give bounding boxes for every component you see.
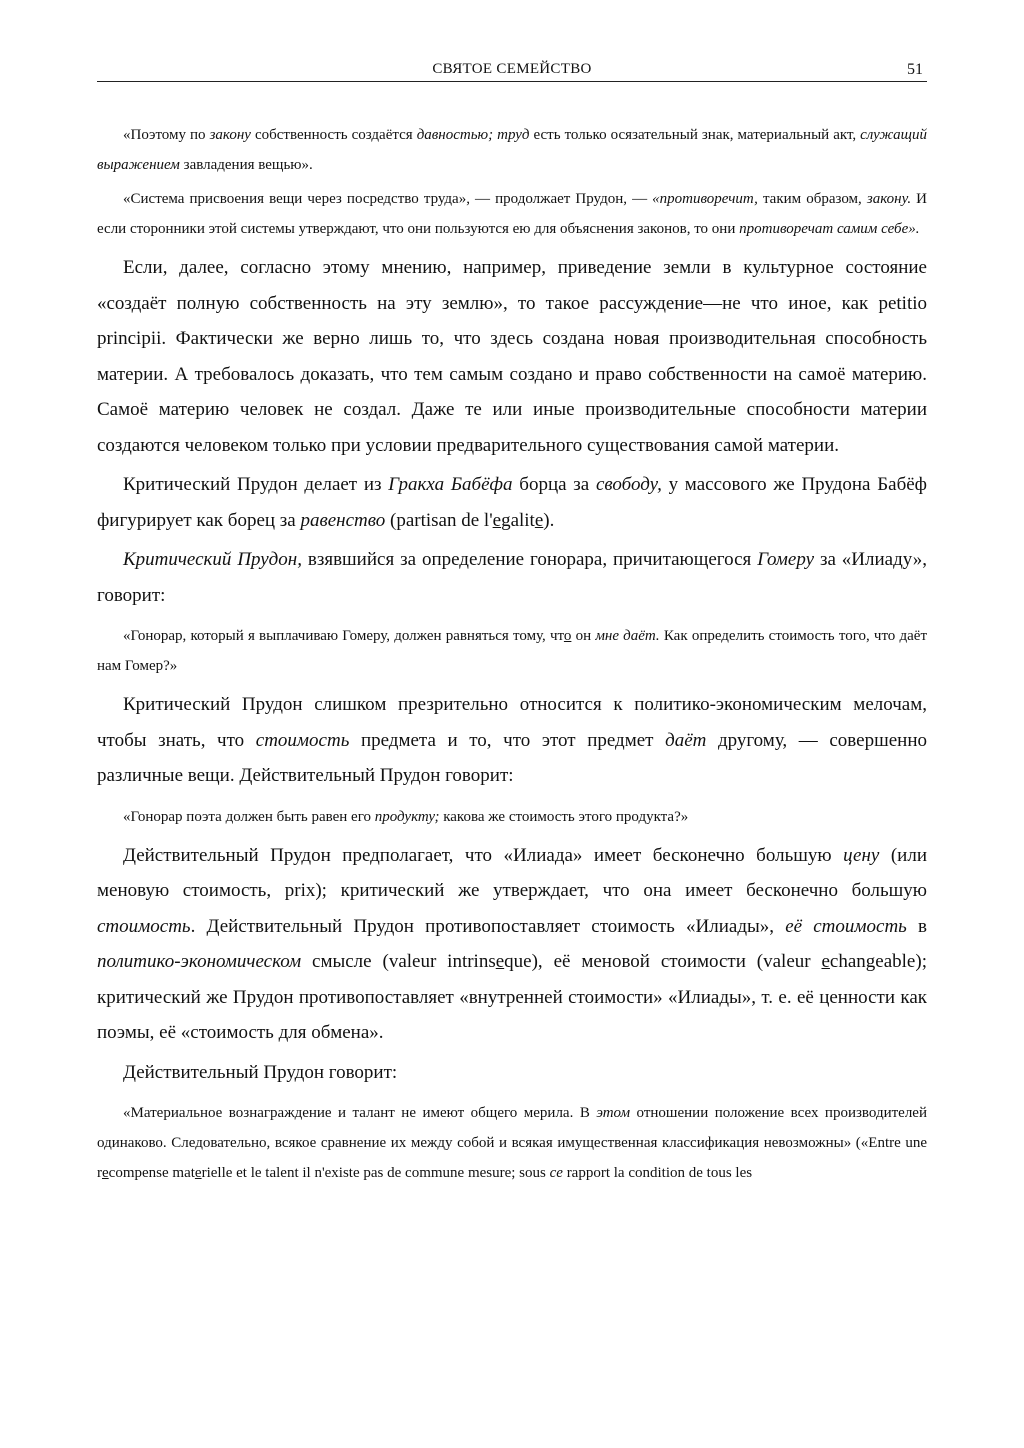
italic-text-run: её стоимость [785, 915, 907, 937]
italic-text-run: закону. [866, 191, 912, 207]
text-run: «Система присвоения вещи через посредство труда», — продолжает Прудон, — [123, 191, 653, 207]
text-run: «Гонорар поэта должен быть равен его [123, 808, 375, 825]
italic-text-run: Критический Прудон, [123, 549, 302, 570]
page-body [97, 120, 932, 1188]
text-run: «Гонорар, который я выплачиваю Гомеру, должен равняться тому, чт [123, 628, 564, 644]
text-run: rielle et le talent il n'existe pas de commune mesure; sous [201, 1165, 550, 1181]
italic-text-run: этом [596, 1105, 631, 1121]
text-run: (или меновую стоимость, prix); критический же утверждает, что она имеет бесконечно большую [97, 844, 932, 901]
quote-paragraph [97, 621, 931, 681]
italic-text-run: стоимость [255, 729, 350, 751]
text-run: Действительный Прудон говорит: [123, 1061, 398, 1083]
page-number: 51 [907, 61, 923, 78]
italic-text-run: свободу, [595, 474, 662, 495]
running-header [97, 55, 927, 82]
text-run: «Поэтому по [123, 127, 210, 143]
text-run: таким образом, [757, 191, 867, 207]
body-paragraph [97, 1055, 927, 1091]
italic-text-run: политико-экономическом [97, 951, 302, 972]
text-run: e [821, 951, 830, 972]
text-run: Как определить стоимость того, что даёт нам Гомер?» [97, 628, 931, 674]
text-run: борца за [512, 474, 596, 495]
quote-paragraph [97, 184, 931, 244]
text-run: «Материальное вознаграждение и талант не имеют общего мерила. В [123, 1105, 597, 1121]
italic-text-run: служащий выражением [97, 127, 931, 173]
text-run: он [571, 628, 596, 644]
body-paragraph [97, 542, 932, 613]
text-run: есть только осязательный знак, материальный акт, [529, 127, 861, 143]
italic-text-run: продукту; [374, 808, 440, 825]
text-run: о [563, 628, 572, 644]
italic-text-run: «противоречит, [652, 191, 758, 207]
text-run: И если сторонники этой системы утверждают, что они пользуются ею для объяснения законов, то они [97, 191, 931, 237]
italic-text-run: закону [209, 127, 251, 143]
quote-paragraph [97, 802, 927, 832]
body-paragraph [97, 838, 932, 1051]
text-run: ). [543, 509, 555, 531]
text-run: e [534, 509, 544, 531]
body-paragraph [97, 467, 932, 538]
italic-text-run: давностью; труд [416, 127, 530, 143]
text-run: Критический Прудон делает из [123, 474, 389, 495]
text-run: предмета и то, что этот предмет [349, 729, 666, 751]
text-run: какова же стоимость этого продукта?» [439, 808, 689, 825]
italic-text-run: ce [549, 1165, 563, 1181]
quote-paragraph [97, 120, 931, 180]
italic-text-run: мне даёт. [595, 628, 660, 644]
italic-text-run: противоречат самим себе». [739, 221, 920, 237]
text-run: galit [501, 509, 535, 531]
text-run: у массового же Прудона Бабёф фигурирует как борец за [97, 474, 932, 531]
text-run: другому, — совершенно различные вещи. Действительный Прудон говорит: [97, 729, 932, 786]
text-run: compense mat [108, 1165, 195, 1181]
text-run: Действительный Прудон предполагает, что «Илиада» имеет бесконечно большую [123, 844, 844, 866]
text-run: . Действительный Прудон противопоставляет стоимость «Илиады», [190, 915, 786, 937]
text-run: rapport la condition de tous les [562, 1165, 753, 1181]
text-run: собственность создаётся [250, 127, 417, 143]
text-run: смысле (valeur intrins [301, 951, 496, 972]
text-run: changeable); критический же Прудон противопоставляет «внутренней стоимости» «Илиады», т. е. её ценности как поэмы, её «стоимость для обмена». [97, 951, 932, 1043]
quote-paragraph [97, 1098, 931, 1188]
text-run: que), её меновой стоимости (valeur [504, 951, 822, 972]
text-run: Критический Прудон слишком презрительно относится к политико-экономическим мелочам, чтобы знать, что [97, 694, 932, 751]
body-paragraph [97, 250, 932, 463]
text-run: завладения вещью». [179, 157, 313, 173]
italic-text-run: цену [843, 844, 880, 866]
document-page [97, 55, 932, 1192]
italic-text-run: даёт [665, 729, 707, 751]
text-run: взявшийся за определение гонорара, причитающегося [301, 549, 758, 570]
italic-text-run: стоимость [97, 915, 191, 937]
text-run: Если, далее, согласно этому мнению, например, приведение земли в культурное состояние «создаёт полную собственность на эту землю», то такое рассуждение—не что иное, как petitio principii. Фактически же верно лишь то, что здесь создана новая производительная способность материи. А требовалось доказать, что тем самым создано и право собственности на самоё материю. Самоё материю человек не создал. Даже те или иные производительные способности материи создаются человеком только при условии предварительного существования самой материи. [97, 257, 932, 456]
italic-text-run: Гомеру [757, 549, 815, 570]
text-run: (partisan de l' [385, 509, 493, 531]
text-run: e [102, 1165, 109, 1181]
running-title: СВЯТОЕ СЕМЕЙСТВО [432, 61, 592, 77]
text-run: e [194, 1165, 202, 1181]
body-paragraph [97, 687, 932, 794]
italic-text-run: равенство [300, 509, 386, 531]
text-run: за «Илиаду», говорит: [97, 549, 932, 606]
italic-text-run: Гракха Бабёфа [388, 474, 513, 495]
text-run: e [492, 509, 502, 531]
text-run: в [906, 915, 932, 937]
text-run: e [495, 951, 505, 972]
text-run: отношении положение всех производителей одинаково. Следовательно, всякое сравнение их между собой и всякая имущественная классификация невозможны» («Entre une r [97, 1105, 931, 1181]
